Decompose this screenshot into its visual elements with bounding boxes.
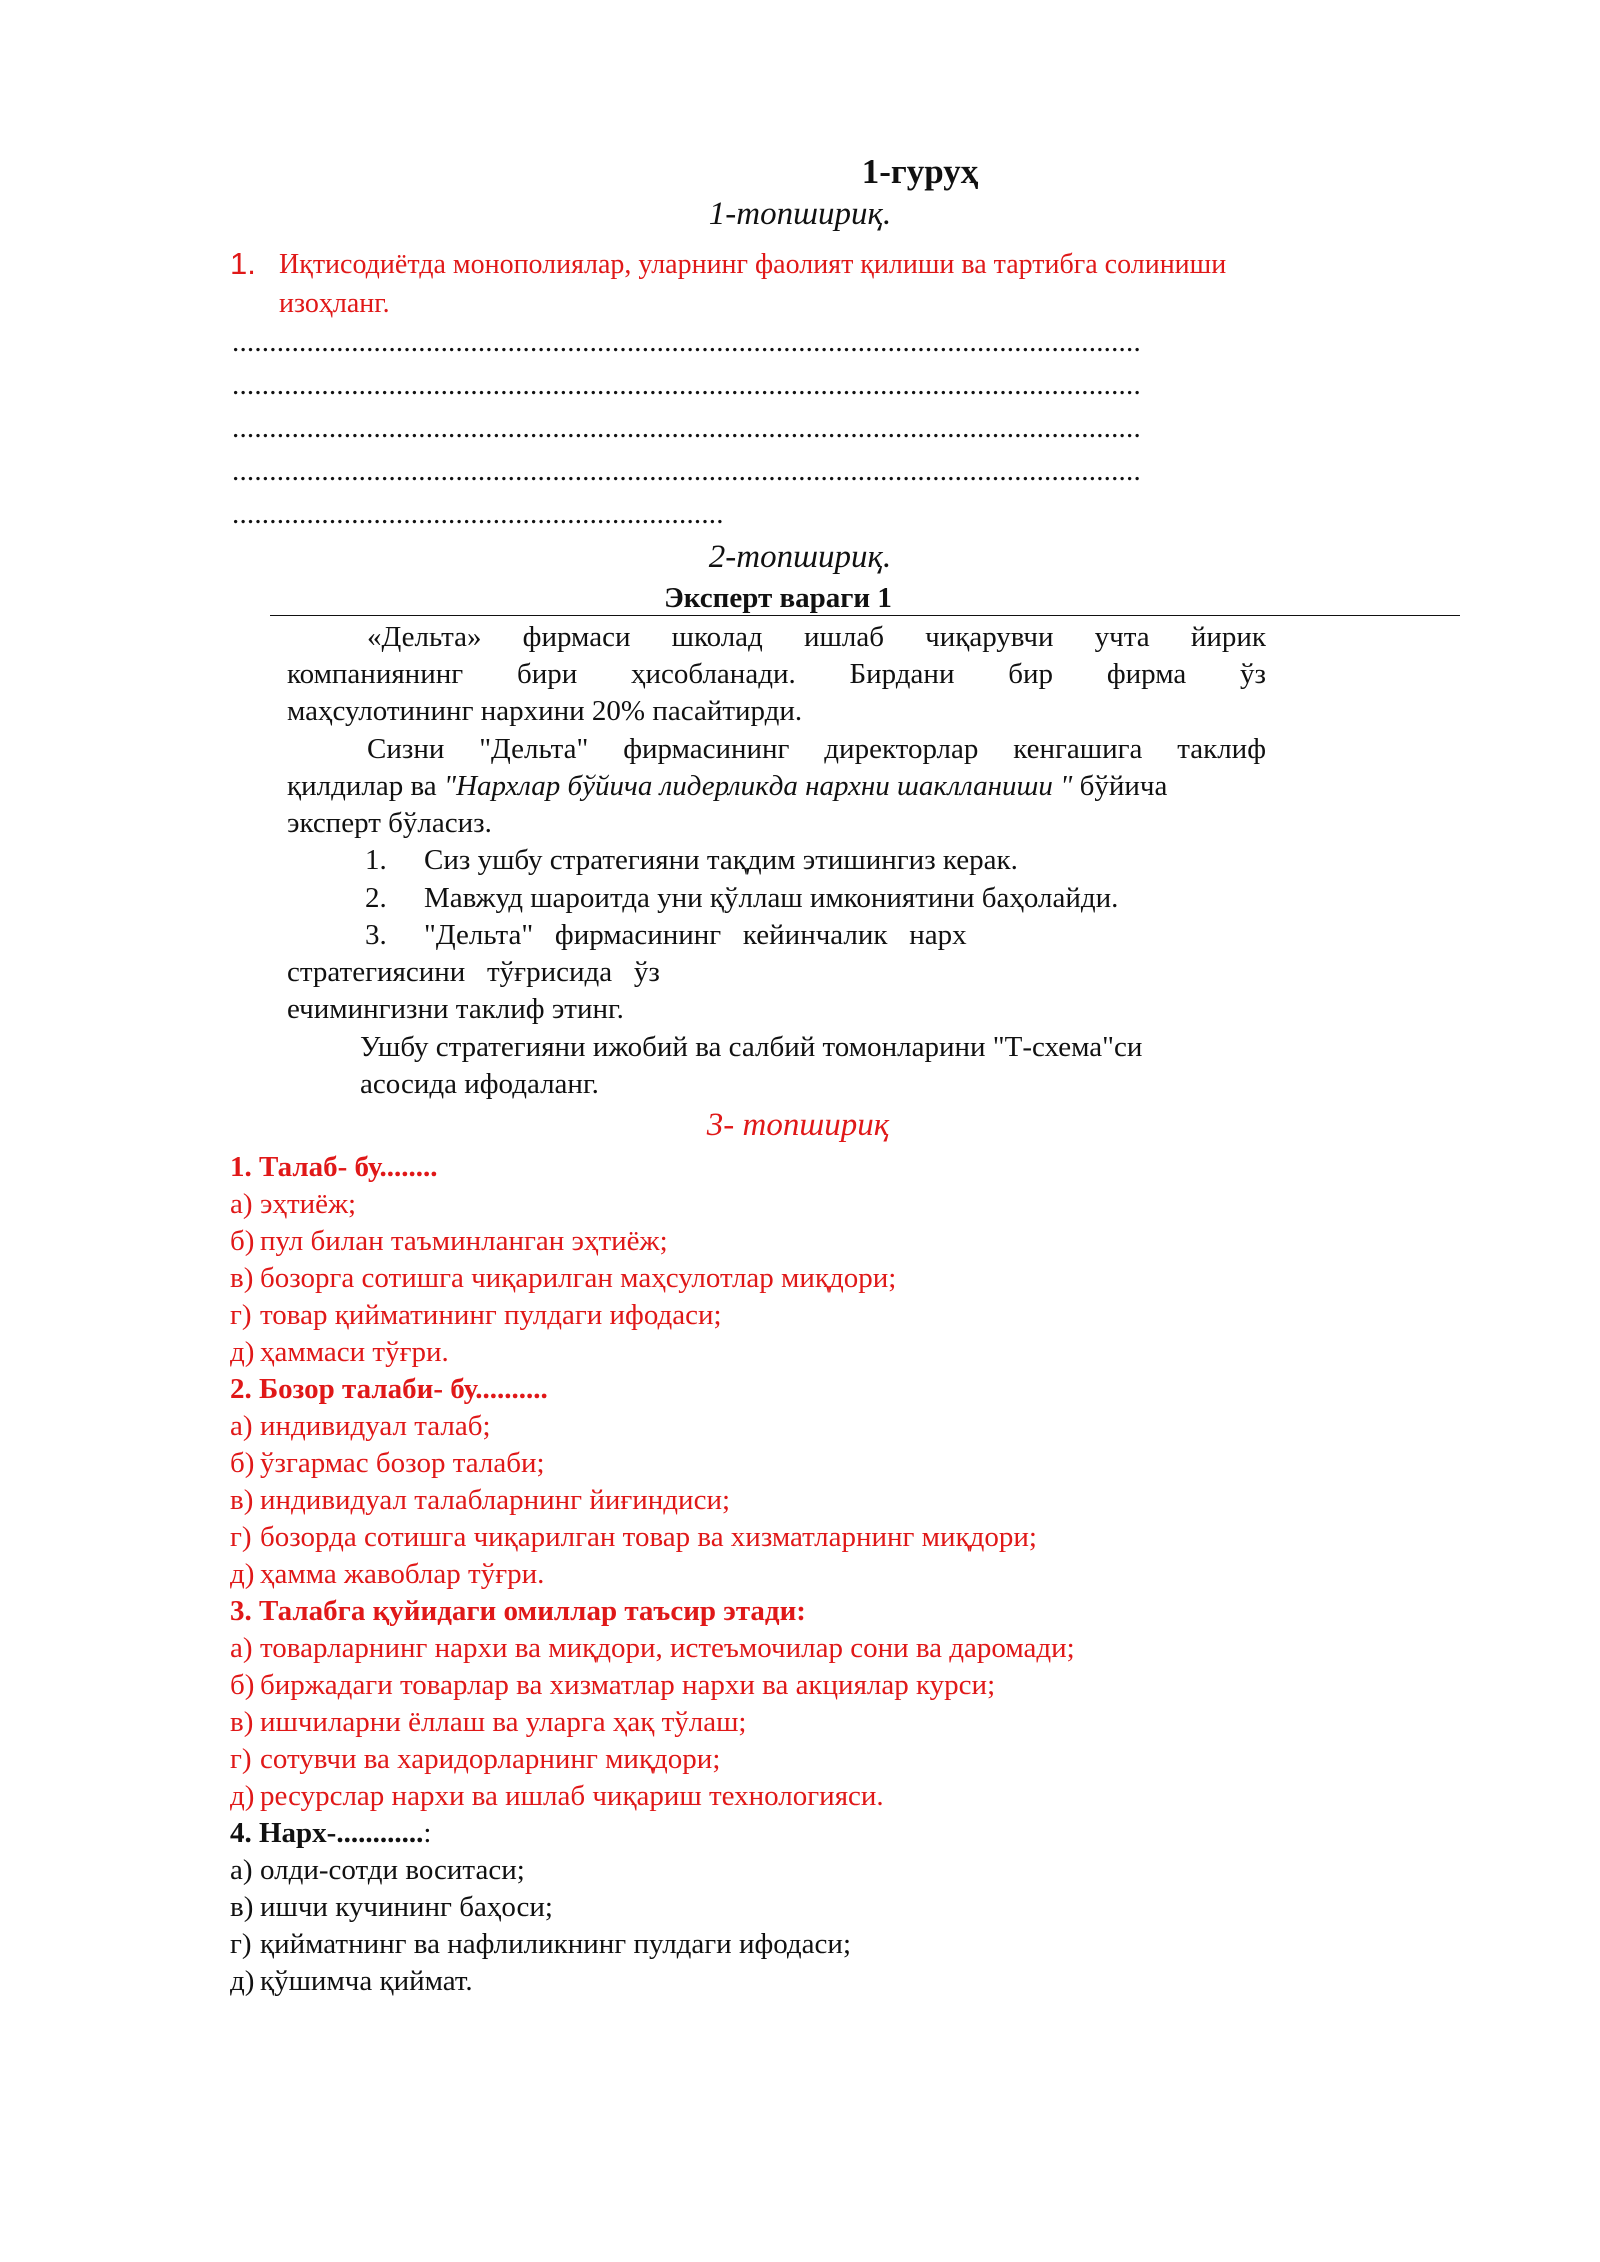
expert-item-number: 3. xyxy=(365,919,387,951)
answer-option: г) сотувчи ва харидорларнинг миқдори; xyxy=(230,1743,721,1775)
answer-option: д) ҳамма жавоблар тўғри. xyxy=(230,1558,545,1590)
task1-question-line1: Иқтисодиётда монополиялар, уларнинг фаолият қилиши ва тартибга солиниши xyxy=(279,249,1227,280)
answer-option: г) бозорда сотишга чиқарилган товар ва хизматларнинг миқдори; xyxy=(230,1521,1037,1553)
answer-option: б) биржадаги товарлар ва хизматлар нархи ва акциялар курси; xyxy=(230,1669,996,1701)
answer-option: г) қийматнинг ва нафлиликнинг пулдаги ифодаси; xyxy=(230,1928,852,1960)
expert-item-text: "Дельта" фирмасининг кейинчалик нарх xyxy=(424,919,967,951)
tchart-instruction-line1: Ушбу стратегияни ижобий ва салбий томонларини "Т-схема"си xyxy=(360,1031,1143,1063)
expert-title-rule xyxy=(270,615,1460,616)
test-question: 1. Талаб- бу........ xyxy=(230,1151,438,1183)
answer-option: а) эҳтиёж; xyxy=(230,1188,357,1220)
tchart-instruction-line2: асосида ифодаланг. xyxy=(360,1068,599,1100)
answer-option: г) товар қийматининг пулдаги ифодаси; xyxy=(230,1299,722,1331)
expert-sheet-title: Эксперт вараги 1 xyxy=(664,582,892,614)
expert-para1-line1: «Дельта» фирмаси школад ишлаб чиқарувчи учта йирик xyxy=(367,621,1266,653)
answer-line: .................................................................. xyxy=(232,498,724,530)
answer-option: в) бозорга сотишга чиқарилган маҳсулотлар миқдори; xyxy=(230,1262,897,1294)
task2-heading: 2-топшириқ. xyxy=(708,539,892,575)
task3-heading: 3- топшириқ xyxy=(706,1107,890,1143)
expert-item-text: Сиз ушбу стратегияни тақдим этишингиз керак. xyxy=(424,844,1018,876)
task1-heading: 1-топшириқ. xyxy=(708,196,892,232)
answer-line: .......................................................................................................................... xyxy=(232,326,1141,358)
expert-para2-line3: эксперт бўласиз. xyxy=(287,807,492,839)
expert-para2-line2: қилдилар ва "Нархлар бўйича лидерликда нархни шаклланиши " бўйича xyxy=(287,770,1168,802)
test-question: 4. Нарх-............: xyxy=(230,1817,432,1849)
answer-option: а) товарларнинг нархи ва миқдори, истеъмочилар сони ва даромади; xyxy=(230,1632,1075,1664)
task1-question-line2: изоҳланг. xyxy=(279,288,390,319)
expert-para1-line2: компаниянинг бири ҳисобланади. Бирдани бир фирма ўз xyxy=(287,658,1266,690)
expert-item-text: Мавжуд шароитда уни қўллаш имкониятини баҳолайди. xyxy=(424,882,1119,914)
answer-option: д) ҳаммаси тўғри. xyxy=(230,1336,449,1368)
expert-para1-line3: маҳсулотининг нархини 20% пасайтирди. xyxy=(287,695,803,727)
expert-item3-continuation: стратегиясини тўғрисида ўз xyxy=(287,956,660,988)
answer-line: .......................................................................................................................... xyxy=(232,369,1141,401)
answer-option: в) ишчиларни ёллаш ва уларга ҳақ тўлаш; xyxy=(230,1706,747,1738)
answer-option: в) индивидуал талабларнинг йиғиндиси; xyxy=(230,1484,731,1516)
test-question: 3. Талабга қуйидаги омиллар таъсир этади: xyxy=(230,1595,806,1627)
answer-option: а) олди-сотди воситаси; xyxy=(230,1854,525,1886)
answer-option: д) ресурслар нархи ва ишлаб чиқариш технологияси. xyxy=(230,1780,884,1812)
task1-number: 1. xyxy=(230,246,256,281)
answer-option: б) пул билан таъминланган эҳтиёж; xyxy=(230,1225,668,1257)
answer-line: .......................................................................................................................... xyxy=(232,412,1141,444)
answer-option: а) индивидуал талаб; xyxy=(230,1410,491,1442)
expert-item3-continuation: ечимингизни таклиф этинг. xyxy=(287,993,624,1025)
pricing-leadership-topic: "Нархлар бўйича лидерликда нархни шаклланиши " xyxy=(443,770,1073,802)
answer-line: .......................................................................................................................... xyxy=(232,455,1141,487)
expert-item-number: 1. xyxy=(365,844,387,876)
answer-option: б) ўзгармас бозор талаби; xyxy=(230,1447,545,1479)
expert-para2-line1: Сизни "Дельта" фирмасининг директорлар кенгашига таклиф xyxy=(367,733,1266,765)
answer-option: д) қўшимча қиймат. xyxy=(230,1965,473,1997)
answer-option: в) ишчи кучининг баҳоси; xyxy=(230,1891,553,1923)
group-title: 1-гуруҳ xyxy=(861,152,979,191)
expert-item-number: 2. xyxy=(365,882,387,914)
test-question: 2. Бозор талаби- бу.......... xyxy=(230,1373,548,1405)
